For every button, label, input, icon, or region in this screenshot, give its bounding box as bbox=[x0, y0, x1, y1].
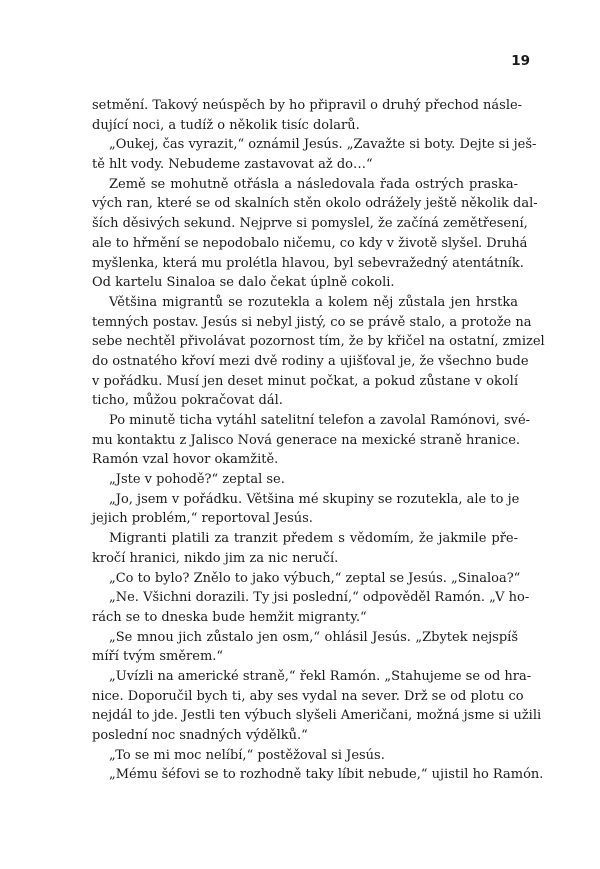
text-line: dující noci, a tudíž o několik tisíc dolarů. bbox=[92, 117, 360, 133]
text-line: myšlenka, která mu prolétla hlavou, byl sebevražedný atentátník. bbox=[92, 255, 524, 271]
paragraph bbox=[92, 746, 518, 766]
paragraph bbox=[92, 628, 518, 667]
text-line: setmění. Takový neúspěch by ho připravil o druhý přechod násle- bbox=[92, 98, 523, 113]
body-text bbox=[92, 96, 545, 785]
text-line: ale to hřmění se nepodobalo ničemu, co kdy v životě slyšel. Druhá bbox=[92, 235, 528, 251]
text-line: „Co to bylo? Znělo to jako výbuch,“ zeptal se Jesús. „Sinaloa?“ bbox=[109, 570, 521, 586]
paragraph bbox=[92, 135, 537, 174]
text-line: sebe nechtěl přivolávat pozornost tím, že by křičel na ostatní, zmizel bbox=[92, 334, 545, 350]
text-line: jejich problém,“ reportoval Jesús. bbox=[92, 511, 313, 527]
text-line: ších děsivých sekund. Nejprve si pomyslel, že začíná zemětřesení, bbox=[92, 216, 528, 232]
paragraph bbox=[92, 667, 542, 746]
text-line: Ramón vzal hovor okamžitě. bbox=[92, 452, 279, 468]
text-line: Migranti platili za tranzit předem s vědomím, že jakmile pře- bbox=[109, 531, 518, 547]
paragraph bbox=[92, 96, 523, 135]
text-line: v pořádku. Musí jen deset minut počkat, a pokud zůstane v okolí bbox=[92, 373, 518, 389]
text-line: vých ran, které se od skalních stěn okolo odrážely ještě několik dal- bbox=[92, 196, 538, 212]
paragraph bbox=[92, 569, 521, 589]
text-line: Země se mohutně otřásla a následovala řada ostrých praska- bbox=[109, 176, 518, 192]
text-line: „Oukej, čas vyrazit,“ oznámil Jesús. „Zavažte si boty. Dejte si ješ- bbox=[109, 137, 537, 153]
text-line: Od kartelu Sinaloa se dalo čekat úplně cokoli. bbox=[92, 275, 395, 291]
paragraph bbox=[92, 411, 531, 470]
text-line: temných postav. Jesús si nebyl jistý, co se právě stalo, a protože na bbox=[92, 314, 532, 330]
text-line: míří tvým směrem.“ bbox=[92, 649, 224, 665]
page-number: 19 bbox=[511, 53, 530, 69]
paragraph bbox=[92, 470, 518, 490]
paragraph bbox=[92, 588, 530, 627]
paragraph bbox=[92, 490, 518, 529]
text-line: rách se to dneska bude hemžit migranty.“ bbox=[92, 609, 367, 625]
text-line: „Uvízli na americké straně,“ řekl Ramón. „Stahujeme se od hra- bbox=[109, 668, 532, 684]
text-line: „Ne. Všichni dorazili. Ty jsi poslední,“ odpověděl Ramón. „V ho- bbox=[109, 590, 530, 606]
paragraph bbox=[92, 293, 545, 411]
text-line: „Mému šéfovi se to rozhodně taky líbit nebude,“ ujistil ho Ramón. bbox=[109, 767, 544, 783]
text-line: „Se mnou jich zůstalo jen osm,“ ohlásil Jesús. „Zbytek nejspíš bbox=[109, 629, 518, 645]
text-line: Po minutě ticha vytáhl satelitní telefon a zavolal Ramónovi, své- bbox=[109, 413, 531, 428]
text-line: mu kontaktu z Jalisco Nová generace na mexické straně hranice. bbox=[92, 432, 521, 448]
text-line: do ostnatého křoví mezi dvě rodiny a ujišťoval je, že všechno bude bbox=[92, 353, 529, 369]
paragraph bbox=[92, 175, 538, 293]
text-line: nejdál to jde. Jestli ten výbuch slyšeli Američani, možná jsme si užili bbox=[92, 708, 542, 724]
text-line: „Jste v pohodě?“ zeptal se. bbox=[109, 472, 285, 488]
text-line: ticho, můžou pokračovat dál. bbox=[92, 393, 283, 409]
text-line: „To se mi moc nelíbí,“ postěžoval si Jesús. bbox=[109, 747, 385, 763]
text-line: kročí hranici, nikdo jim za nic neručí. bbox=[92, 550, 339, 566]
text-line: poslední noc snadných výdělků.“ bbox=[92, 728, 308, 743]
paragraph bbox=[92, 765, 544, 785]
paragraph bbox=[92, 529, 518, 568]
text-line: Většina migrantů se rozutekla a kolem něj zůstala jen hrstka bbox=[109, 294, 518, 310]
text-line: tě hlt vody. Nebudeme zastavovat až do…“ bbox=[92, 157, 373, 173]
text-line: nice. Doporučil bych ti, aby ses vydal na sever. Drž se od plotu co bbox=[92, 688, 524, 704]
text-line: „Jo, jsem v pořádku. Většina mé skupiny se rozutekla, ale to je bbox=[109, 491, 520, 507]
